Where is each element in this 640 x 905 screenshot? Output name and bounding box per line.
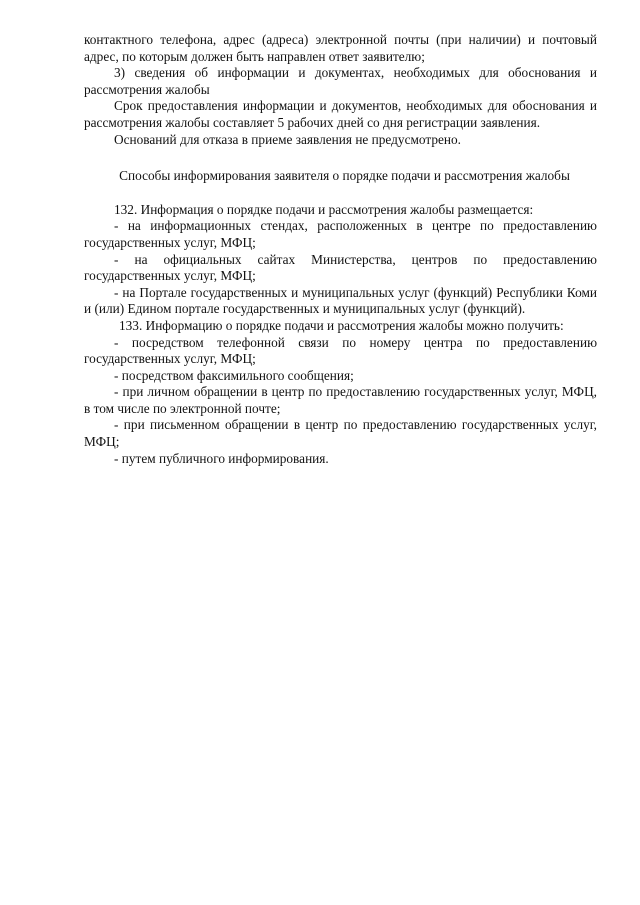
item-132-intro: 132. Информация о порядке подачи и рассмотрения жалобы размещается:	[114, 201, 534, 217]
item-133-bullet: - посредством телефонной связи по номеру центра по предоставлению государственных услуг, МФЦ;	[84, 334, 597, 367]
item-133-intro: 133. Информацию о порядке подачи и рассмотрения жалобы можно получить:	[119, 317, 564, 333]
item-133-bullet: - путем публичного информирования.	[114, 450, 329, 466]
item-3-paragraph: 3) сведения об информации и документах, необходимых для обоснования и рассмотрения жалобы	[84, 65, 597, 97]
item-132-bullet: - на информационных стендах, расположенных в центре по предоставлению государственных услуг, МФЦ;	[84, 218, 597, 250]
contact-info-paragraph: контактного телефона, адрес (адреса) электронной почты (при наличии) и почтовый адрес, по которым должен быть направлен ответ заявителю;	[84, 32, 597, 64]
deadline-paragraph: Срок предоставления информации и документов, необходимых для обоснования и рассмотрения жалобы составляет 5 рабочих дней со дня регистрации заявления.	[84, 98, 597, 130]
section-heading: Способы информирования заявителя о порядке подачи и рассмотрения жалобы	[119, 168, 570, 184]
item-132-bullet: - на Портале государственных и муниципальных услуг (функций) Республики Коми и (или) Едином портале государственных и муниципальных услуг (функций).	[84, 284, 597, 317]
item-133-bullet: - посредством факсимильного сообщения;	[114, 367, 354, 383]
item-132-bullet: - на официальных сайтах Министерства, центров по предоставлению государственных услуг, МФЦ;	[84, 251, 597, 284]
item-133-bullet: - при письменном обращении в центр по предоставлению государственных услуг, МФЦ;	[84, 417, 597, 450]
item-133-bullet: - при личном обращении в центр по предоставлению государственных услуг, МФЦ, в том числе по электронной почте;	[84, 384, 597, 416]
no-refusal-paragraph: Оснований для отказа в приеме заявления не предусмотрено.	[114, 131, 461, 147]
